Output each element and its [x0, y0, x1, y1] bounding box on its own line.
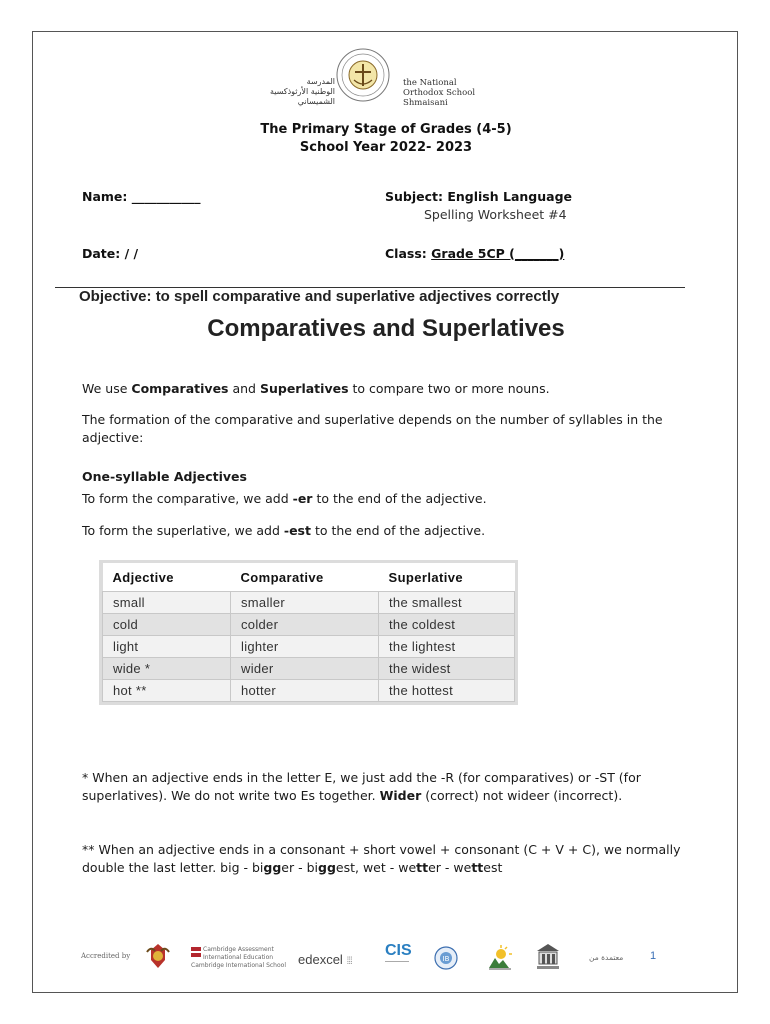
cis-logo: CIS	[385, 942, 412, 959]
school-ar-line1: المدرسة	[306, 77, 335, 86]
table-row	[103, 658, 515, 680]
cambridge-line1: Cambridge Assessment	[203, 946, 274, 953]
school-crest-logo	[328, 44, 398, 106]
intro-paragraph-2: The formation of the comparative and superlative depends on the number of syllables in the adjective:	[82, 412, 663, 445]
note1-end: (correct) not wideer (incorrect).	[421, 788, 623, 803]
note2-bold: gg	[263, 860, 282, 875]
note-cvc-ending	[82, 841, 702, 877]
rule2-suffix: -est	[283, 523, 311, 538]
svg-text:IB: IB	[442, 955, 450, 963]
school-en-line1: the National	[403, 78, 457, 88]
table-cell: wider	[231, 658, 379, 680]
table-cell: colder	[231, 614, 379, 636]
note1-wider: Wider	[379, 788, 422, 803]
intro-p1-and: and	[228, 381, 260, 396]
header-superlative: Superlative	[379, 563, 515, 592]
adjective-table-grid	[102, 563, 515, 702]
note2-text: est, wet - we	[335, 860, 417, 875]
table-cell: light	[103, 636, 231, 658]
table-cell: the smallest	[379, 592, 515, 614]
table-row	[103, 614, 515, 636]
worksheet-page	[32, 31, 738, 993]
intro-comparatives: Comparatives	[131, 381, 229, 396]
note2-bold: tt	[471, 860, 484, 875]
subject-label: Subject: English Language	[385, 189, 572, 204]
note2-text: est	[483, 860, 503, 875]
table-cell: the hottest	[379, 680, 515, 702]
worksheet-label: Spelling Worksheet #4	[424, 207, 567, 222]
cis-underline	[385, 961, 409, 969]
school-name-english	[403, 78, 523, 108]
edexcel-text: edexcel	[298, 952, 343, 967]
table-cell: hot **	[103, 680, 231, 702]
adjective-table	[99, 560, 518, 705]
rule2-text: To form the superlative, we add	[82, 523, 284, 538]
table-row	[103, 680, 515, 702]
rule-comparative	[82, 490, 702, 508]
school-en-line3: Shmaisani	[403, 98, 448, 108]
class-value: Grade 5CP (_______)	[431, 246, 565, 261]
class-label: Class:	[385, 246, 427, 261]
note2-text: er - bi	[281, 860, 318, 875]
sun-logo-icon	[485, 944, 515, 976]
table-row	[103, 592, 515, 614]
stage-title: The Primary Stage of Grades (4-5)	[260, 122, 512, 137]
accredited-by-arabic: معتمدة من	[589, 953, 624, 962]
note2-bold: gg	[318, 860, 336, 875]
school-year: School Year 2022- 2023	[299, 140, 473, 155]
table-cell: wide *	[103, 658, 231, 680]
page-number: 1	[650, 950, 657, 962]
table-row	[103, 636, 515, 658]
table-cell: hotter	[231, 680, 379, 702]
page-title: Comparatives and Superlatives	[207, 315, 565, 342]
note2-text: ** When an adjective ends in a consonant + short vowel + consonant (C + V + C), we normally double the last letter. big - bi	[82, 842, 681, 875]
table-cell: cold	[103, 614, 231, 636]
accredited-label: Accredited by	[81, 952, 131, 960]
section-heading: One-syllable Adjectives	[82, 469, 247, 484]
header-comparative: Comparative	[231, 563, 379, 592]
edexcel-dots-icon: ⁞⁞⁞	[346, 956, 352, 967]
note2-bold: tt	[416, 860, 429, 875]
table-header-row	[103, 563, 515, 592]
table-cell: small	[103, 592, 231, 614]
school-name-arabic	[223, 77, 335, 107]
rule1-suffix: -er	[292, 491, 313, 506]
table-cell: the lightest	[379, 636, 515, 658]
cambridge-shield-icon	[191, 947, 201, 957]
intro-p1-text: We use	[82, 381, 132, 396]
intro-paragraph-1	[82, 380, 702, 398]
table-cell: the widest	[379, 658, 515, 680]
cambridge-line3: Cambridge International School	[191, 962, 286, 969]
objective: Objective: to spell comparative and superlative adjectives correctly	[79, 288, 560, 305]
building-logo-icon	[535, 942, 561, 976]
note1-text: * When an adjective ends in the letter E, we just add the -R (for comparatives) or -ST (for superlatives). We do not write two Es together.	[82, 770, 641, 803]
rule1-text: To form the comparative, we add	[82, 491, 293, 506]
school-en-line2: Orthodox School	[403, 88, 476, 98]
ib-logo-icon	[433, 945, 459, 975]
table-cell: lighter	[231, 636, 379, 658]
date-field: Date: / /	[82, 246, 139, 261]
note-e-ending	[82, 769, 702, 805]
jordan-emblem-icon	[145, 942, 171, 974]
cambridge-text	[203, 946, 313, 961]
rule-superlative	[82, 522, 702, 540]
note2-text: er - we	[428, 860, 472, 875]
table-cell: the coldest	[379, 614, 515, 636]
header-adjective: Adjective	[103, 563, 231, 592]
intro-superlatives: Superlatives	[259, 381, 349, 396]
cambridge-line2: International Education	[203, 953, 274, 961]
edexcel-logo	[298, 952, 352, 967]
table-cell: smaller	[231, 592, 379, 614]
name-field: Name: ___________	[82, 189, 201, 204]
school-ar-line3: الشميساني	[297, 97, 335, 106]
rule2-end: to the end of the adjective.	[310, 523, 486, 538]
class-field	[385, 246, 564, 261]
rule1-end: to the end of the adjective.	[312, 491, 487, 506]
school-ar-line2: الوطنية الأرثوذكسية	[269, 87, 335, 96]
intro-p1-end: to compare two or more nouns.	[348, 381, 550, 396]
